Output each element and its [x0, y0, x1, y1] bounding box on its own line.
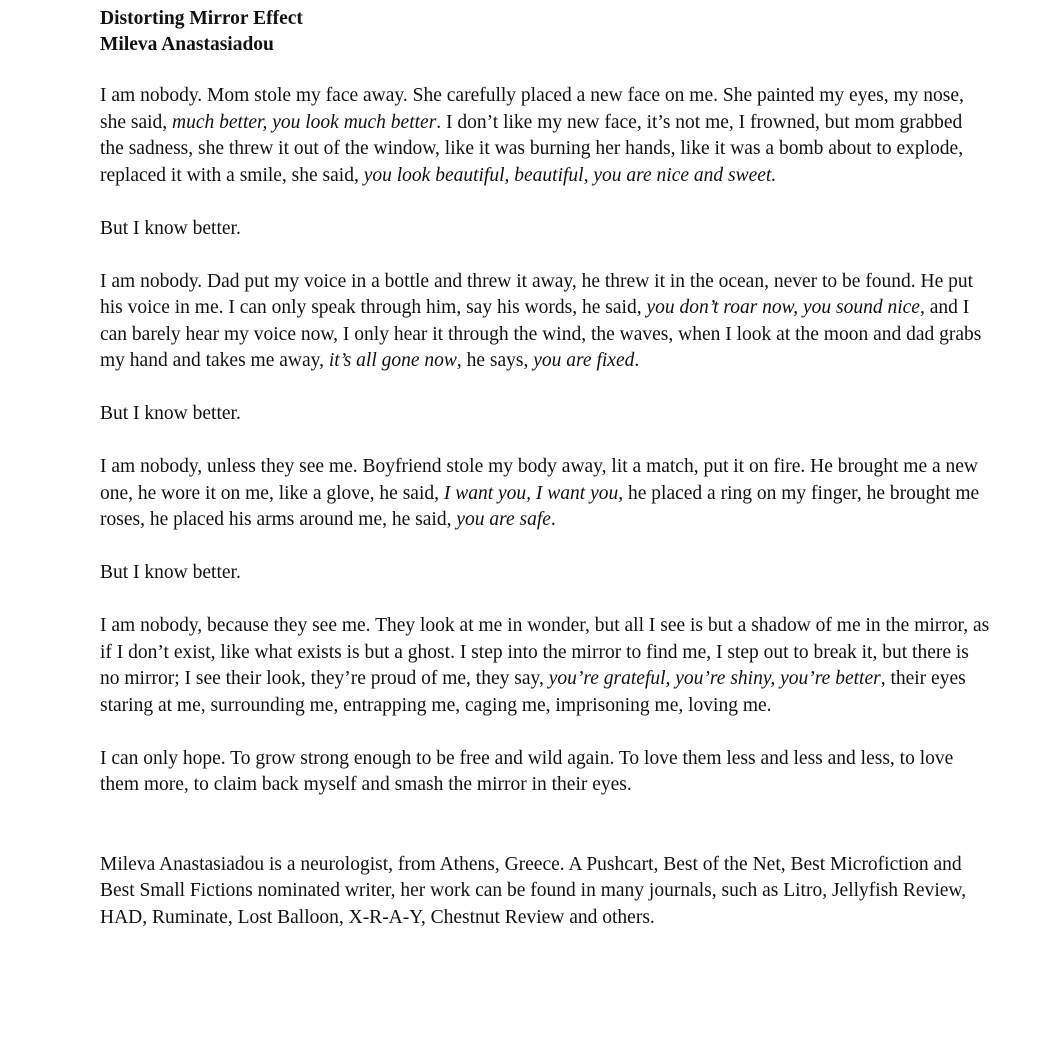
text-run: I am nobody, unless they see me. Boyfriend stole my body away, lit a match, put it on fire. He brought me a new one, he wore it on me, like a glove, he said,	[100, 456, 979, 504]
text-run: I can only hope. To grow strong enough to be free and wild again. To love them less and less and less, to love them more, to claim back myself and smash the mirror in their eyes.	[100, 747, 954, 795]
bio-paragraph: Mileva Anastasiadou is a neurologist, from Athens, Greece. A Pushcart, Best of the Net, Best Microfiction and Best Small Fictions nominated writer, her work can be found in many journals, such as Litro, Jellyfish Review, HAD, Ruminate, Lost Balloon, X-R-A-Y, Chestnut Review and others.	[100, 853, 967, 928]
story-title: Distorting Mirror Effect	[100, 8, 303, 29]
text-run: But I know better.	[100, 403, 241, 424]
story-paragraph	[100, 216, 990, 243]
document-page	[100, 6, 990, 931]
text-run: I am nobody, because they see me. They look at me in wonder, but all I see is but a shadow of me in the mirror, as if I don’t exist, like what exists is but a ghost. I step into the mirror to find me, I step out to break it, but there is no mirror; I see their look, they’re proud of me, they say,	[100, 615, 990, 689]
story-paragraph	[100, 401, 990, 428]
author-bio	[100, 852, 990, 932]
text-run: I am nobody. Dad put my voice in a bottle and threw it away, he threw it in the ocean, never to be found. He put his voice in me. I can only speak through him, say his words, he said,	[100, 270, 974, 318]
text-run: .	[550, 509, 556, 530]
text-run: , their eyes staring at me, surrounding me, entrapping me, caging me, imprisoning me, loving me.	[100, 668, 966, 716]
text-run: . I don’t like my new face, it’s not me, I frowned, but mom grabbed the sadness, she threw it out of the window, like it was burning her hands, like it was a bomb about to explode, replaced it with a smile, she said,	[100, 111, 964, 186]
author-name: Mileva Anastasiadou	[100, 34, 274, 55]
story-paragraph	[100, 454, 990, 534]
text-run: .	[634, 350, 640, 371]
italic-text: you are safe	[456, 509, 551, 530]
title-block	[100, 6, 990, 58]
italic-text: much better, you look much better	[172, 111, 437, 133]
italic-text: you look beautiful, beautiful, you are nice and sweet.	[363, 164, 777, 186]
text-run: , he placed a ring on my finger, he brought me roses, he placed his arms around me, he said,	[100, 482, 980, 530]
italic-text: I want you, I want you	[443, 482, 619, 504]
story-paragraph	[100, 269, 990, 375]
text-run: and I can barely hear my voice now, I only hear it through the wind, the waves, when I look at the moon and dad grabs my hand and takes me away,	[100, 297, 982, 371]
italic-text: you don’t roar now, you sound nice,	[646, 297, 925, 318]
story-paragraph	[100, 746, 990, 799]
italic-text: you’re grateful, you’re shiny, you’re better	[548, 668, 881, 689]
italic-text: you are fixed	[533, 350, 635, 371]
italic-text: it’s all gone now	[328, 350, 457, 371]
story-paragraph	[100, 83, 990, 189]
text-run: But I know better.	[100, 217, 241, 239]
text-run: , he says,	[456, 350, 534, 371]
story-paragraph	[100, 613, 990, 719]
text-run: But I know better.	[100, 562, 241, 583]
text-run: I am nobody. Mom stole my face away. She carefully placed a new face on me. She painted my eyes, my nose, she said,	[100, 85, 964, 133]
story-paragraph	[100, 560, 990, 587]
story-body	[100, 83, 990, 799]
